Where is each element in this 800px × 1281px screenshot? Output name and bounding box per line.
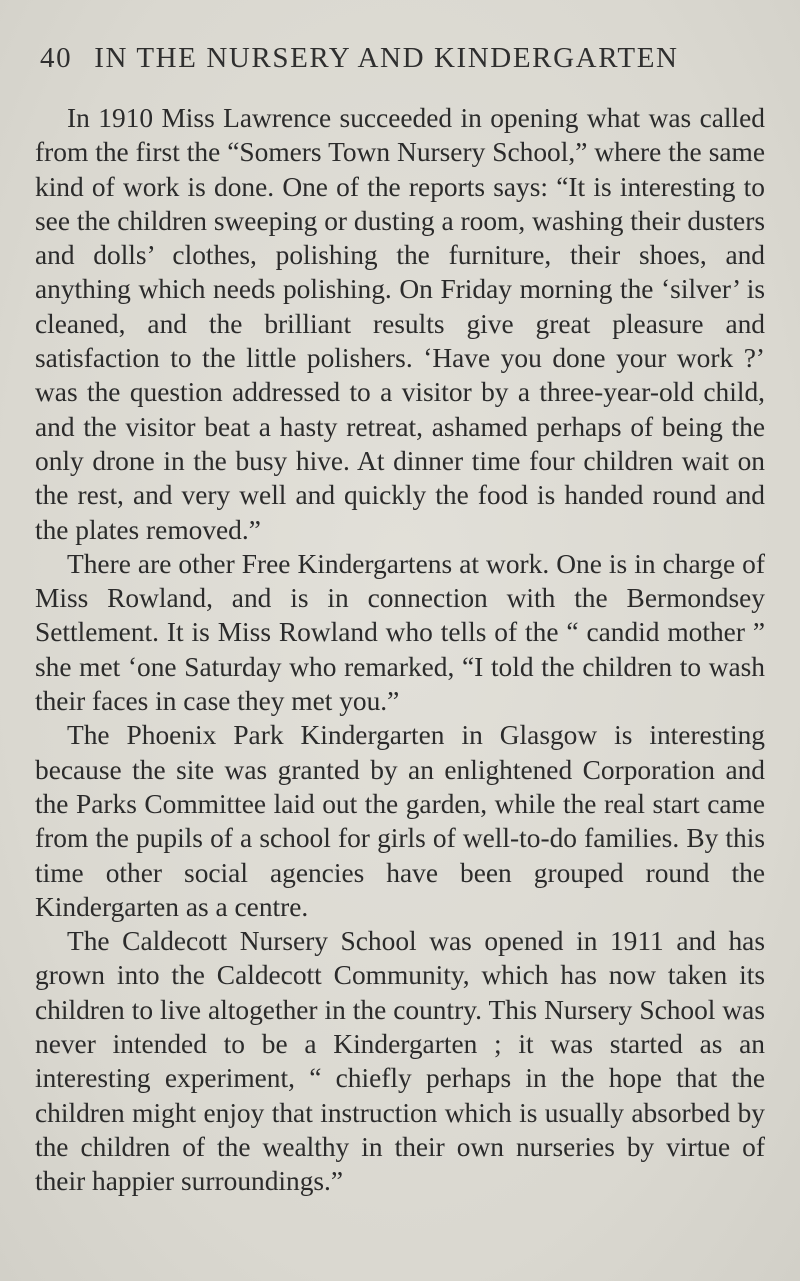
paragraph: The Caldecott Nursery School was opened in 1911 and has grown into the Caldecott Community, which has now taken its children to live altogether in the country. This Nursery School was never intended to be a Kindergarten ; it was started as an interesting experiment, “ chiefly perhaps in the hope that the children might enjoy that instruction which is usually absorbed by the children of the wealthy in their own nurseries by virtue of their happier surroundings.” <box>35 926 765 1197</box>
running-header <box>40 42 780 75</box>
paragraph: In 1910 Miss Lawrence succeeded in opening what was called from the first the “Somers Town Nursery School,” where the same kind of work is done. One of the reports says: “It is interesting to see the children sweeping or dusting a room, washing their dusters and dolls’ clothes, polishing the furniture, their shoes, and anything which needs polishing. On Friday morning the ‘silver’ is cleaned, and the brilliant results give great pleasure and satisfaction to the little polishers. ‘Have you done your work ?’ was the question addressed to a visitor by a three-year-old child, and the visitor beat a hasty retreat, ashamed perhaps of being the only drone in the busy hive. At dinner time four children wait on the rest, and very well and quickly the food is handed round and the plates removed.” <box>35 103 765 545</box>
running-title: IN THE NURSERY AND KINDERGARTEN <box>94 42 679 74</box>
paragraph: There are other Free Kindergartens at work. One is in charge of Miss Rowland, and is in connection with the Bermondsey Settlement. It is Miss Rowland who tells of the “ candid mother ” she met ‘one Saturday who remarked, “I told the children to wash their faces in case they met you.” <box>35 548 765 717</box>
page-number: 40 <box>40 42 73 74</box>
paragraph: The Phoenix Park Kindergarten in Glasgow is interesting because the site was granted by an enlightened Corporation and the Parks Committee laid out the garden, while the real start came from the pupils of a school for girls of well-to-do families. By this time other social agencies have been grouped round the Kindergarten as a centre. <box>35 720 765 922</box>
body-text <box>35 101 765 1199</box>
